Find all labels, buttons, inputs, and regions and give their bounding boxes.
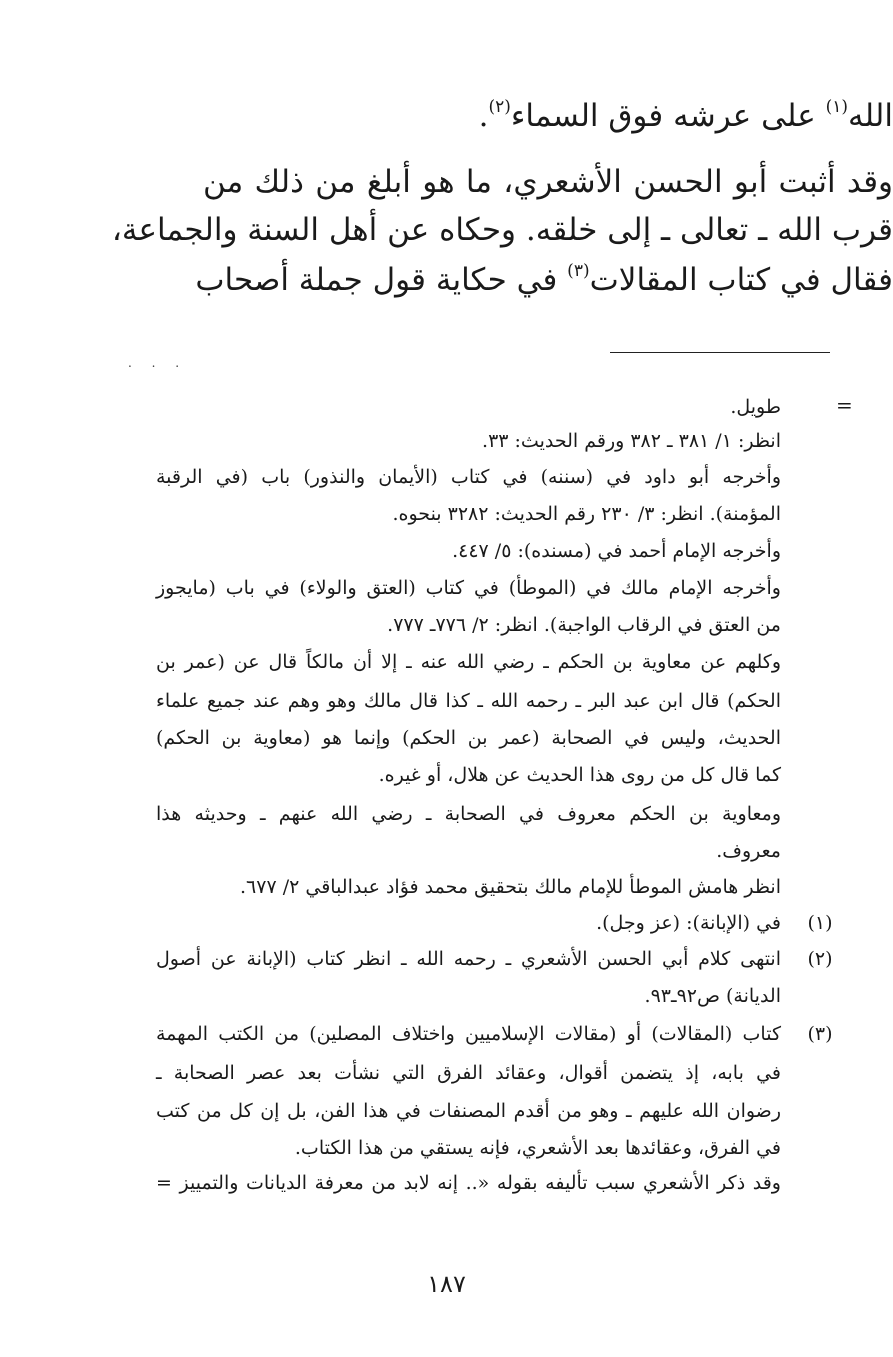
- footnote-3-line: رضوان الله عليهم ـ وهو من أقدم المصنفات في هذا الفن، بل إن كل من كتب: [156, 1100, 781, 1122]
- continuation-mark: =: [836, 393, 853, 417]
- footnote-line: وأخرجه أبو داود في (سننه) في كتاب (الأيمان والنذور) باب (في الرقبة: [156, 466, 781, 488]
- footnote-separator: [610, 352, 830, 353]
- footnote-number-1: (١): [807, 912, 833, 934]
- footnote-line: انظر هامش الموطأ للإمام مالك بتحقيق محمد فؤاد عبدالباقي ٢/ ٦٧٧.: [239, 876, 781, 898]
- footnote-3-line: في بابه، إذ يتضمن أقوال، وعقائد الفرق التي نشأت بعد عصر الصحابة ـ: [156, 1062, 781, 1084]
- footnote-ref-3[interactable]: (٣): [567, 261, 590, 281]
- footnote-1-line: في (الإبانة): (عز وجل).: [596, 912, 781, 934]
- footnote-line: معروف.: [716, 840, 781, 862]
- footnote-line: انظر: ١/ ٣٨١ ـ ٣٨٢ ورقم الحديث: ٣٣.: [482, 430, 781, 452]
- footnote-ref-2[interactable]: (٢): [488, 97, 511, 117]
- main-text-line-2: وقد أثبت أبو الحسن الأشعري، ما هو أبلغ من ذلك من: [203, 164, 893, 200]
- footnote-line: ومعاوية بن الحكم معروف في الصحابة ـ رضي الله عنهم ـ وحديثه هذا: [156, 803, 781, 825]
- main-text-line-4: [195, 256, 893, 304]
- footnote-line: كما قال كل من روى هذا الحديث عن هلال، أو غيره.: [378, 764, 781, 786]
- main-text-line-1: [203, 92, 893, 140]
- main-text-fragment: .: [478, 98, 489, 134]
- main-text-fragment: فقال في كتاب المقالات: [589, 262, 893, 298]
- footnote-2-line: انتهى كلام أبي الحسن الأشعري ـ رحمه الله ـ انظر كتاب (الإبانة عن أصول: [156, 948, 781, 970]
- page-number: ١٨٧: [427, 1270, 466, 1298]
- footnote-ref-1[interactable]: (١): [825, 97, 849, 117]
- main-text-line-3: قرب الله ـ تعالى ـ إلى خلقه. وحكاه عن أهل السنة والجماعة،: [111, 212, 893, 248]
- footnote-line: طويل.: [730, 396, 781, 418]
- main-text-fragment: الله: [848, 98, 893, 134]
- footnote-3-line: كتاب (المقالات) أو (مقالات الإسلاميين واختلاف المصلين) من الكتب المهمة: [156, 1023, 781, 1045]
- footnote-line: وأخرجه الإمام أحمد في (مسنده): ٥/ ٤٤٧.: [452, 540, 781, 562]
- footnote-number-3: (٣): [807, 1023, 833, 1045]
- footnote-line: الحكم) قال ابن عبد البر ـ رحمه الله ـ كذا قال مالك وهو وهم عند جميع علماء: [156, 690, 781, 712]
- footnote-line: وأخرجه الإمام مالك في (الموطأ) في كتاب (العتق والولاء) في باب (مايجوز: [156, 577, 781, 599]
- footnote-line: من العتق في الرقاب الواجبة). انظر: ٢/ ٧٧٦ـ ٧٧٧.: [387, 614, 781, 636]
- footnote-line: الحديث، وليس في الصحابة (عمر بن الحكم) وإنما هو (معاوية بن الحكم): [156, 727, 781, 749]
- footnote-number-2: (٢): [807, 948, 833, 970]
- footnote-3-line: وقد ذكر الأشعري سبب تأليفه بقوله «.. إنه لابد من معرفة الديانات والتمييز =: [156, 1172, 781, 1194]
- footnote-line: وكلهم عن معاوية بن الحكم ـ رضي الله عنه ـ إلا أن مالكاً قال عن (عمر بن: [156, 651, 781, 673]
- main-text-fragment: على عرشه فوق السماء: [510, 98, 826, 134]
- footnote-2-line: الديانة) ص٩٢ـ٩٣.: [644, 985, 781, 1007]
- print-specks: . . .: [128, 356, 188, 370]
- main-text-fragment: في حكاية قول جملة أصحاب: [195, 262, 568, 298]
- footnote-line: المؤمنة). انظر: ٣/ ٢٣٠ رقم الحديث: ٣٢٨٢ بنحوه.: [392, 503, 781, 525]
- footnote-3-line: في الفرق، وعقائدها بعد الأشعري، فإنه يستقي من هذا الكتاب.: [294, 1137, 781, 1159]
